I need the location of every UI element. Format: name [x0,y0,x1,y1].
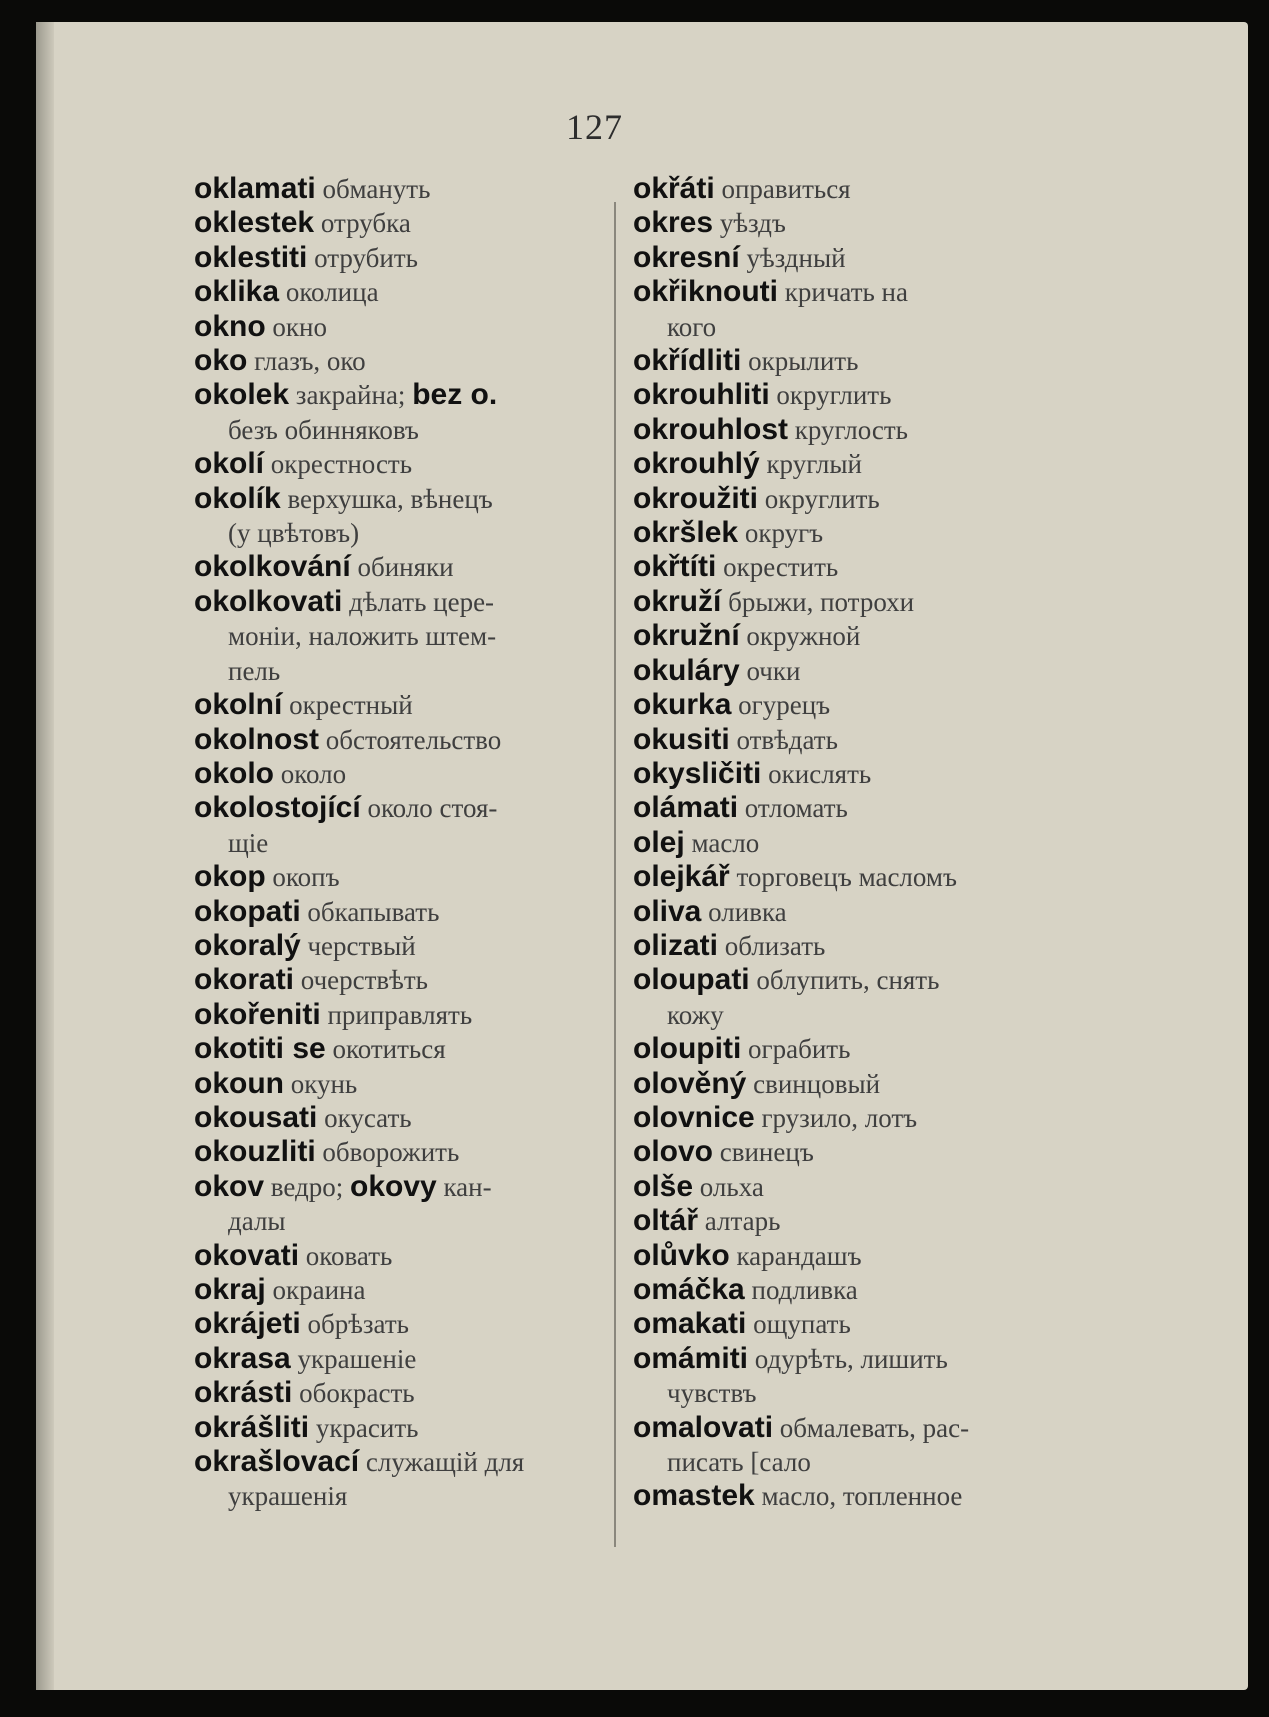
headword: okřiknouti [633,275,779,309]
definition: ощупать [753,1309,851,1340]
definition: обстоятельство [325,724,502,755]
definition: округъ [744,518,824,549]
dictionary-entry [633,516,1053,550]
definition: украшеніе [297,1343,417,1374]
definition: обворожить [322,1137,460,1168]
dictionary-entry [633,1479,1053,1513]
definition: облизать [724,930,826,961]
dictionary-entry [633,344,1053,378]
headword: omastek [633,1479,755,1513]
dictionary-entry [194,1032,606,1066]
definition: обиняки [357,552,454,583]
headword: oklestek [194,206,315,240]
entry-continuation: моніи, наложить штем- [228,621,497,652]
definition: ограбить [748,1034,851,1065]
definition: карандашъ [736,1240,862,1271]
headword: olizati [633,928,719,962]
dictionary-entry [633,963,1053,997]
dictionary-entry [194,310,606,344]
definition: обокрасть [299,1378,415,1409]
dictionary-entry [633,1273,1053,1307]
headword: olovo [633,1135,713,1169]
headword: okrouhliti [633,378,770,412]
page-gutter [36,22,54,1690]
definition: округлить [764,483,880,514]
definition: очерствѣть [300,965,428,996]
definition: подливка [751,1275,858,1305]
dictionary-entry [633,688,1053,722]
definition: уѣздъ [719,208,786,239]
headword: okoralý [194,928,301,962]
headword: okresní [633,240,740,274]
definition: приправлять [327,999,473,1030]
dictionary-entry [194,1273,606,1307]
headword: okolkovati [194,584,343,618]
definition: окопъ [272,862,340,893]
dictionary-entry [633,275,1053,309]
headword: okuláry [633,653,740,687]
definition: круглый [766,449,862,480]
headword: okno [194,309,266,343]
definition: алтарь [704,1206,781,1237]
dictionary-entry [633,1170,1053,1204]
dictionary-entry [633,413,1053,447]
definition: брыжи, потрохи [728,586,915,617]
dictionary-entry [194,1411,606,1445]
definition: торговецъ масломъ [736,862,957,893]
headword: okrášliti [194,1410,310,1444]
headword: okroužiti [633,481,758,515]
definition: окотиться [332,1034,446,1065]
entry-continuation: далы [228,1206,286,1237]
definition: около стоя- [367,793,498,824]
dictionary-entry [194,206,606,240]
entry-continuation: писать [сало [667,1447,811,1478]
dictionary-entry [194,895,606,929]
dictionary-entry [194,1376,606,1410]
headword: okorati [194,963,295,997]
definition: огурецъ [738,690,831,721]
definition: оковать [305,1240,393,1271]
headword: okouzliti [194,1135,316,1169]
dictionary-entry [194,550,606,584]
dictionary-entry [633,1307,1053,1341]
definition: окрестность [270,449,413,480]
dictionary-entry [194,378,606,412]
dictionary-entry [633,619,1053,653]
headword: olůvko [633,1238,730,1272]
dictionary-entry [633,791,1053,825]
definition: дѣлать цере- [349,586,495,617]
headword: oklika [194,275,280,309]
definition: грузило, лотъ [761,1102,918,1133]
headword: olejkář [633,860,730,894]
headword: okolík [194,481,281,515]
definition: около [280,758,347,789]
page-number: 127 [566,107,623,147]
definition: отрубка [320,208,411,239]
definition: окрылить [748,346,859,377]
entry-continuation: щіе [228,827,269,858]
dictionary-entry [633,1101,1053,1135]
entry-continuation: кожу [667,999,724,1030]
dictionary-entry [194,757,606,791]
headword: okolnost [194,722,319,756]
dictionary-entry [194,1239,606,1273]
definition: масло, топленное [761,1481,963,1512]
headword: okořeniti [194,997,321,1031]
headword: okrasa [194,1341,291,1375]
left-column [194,172,606,1514]
headword: olověný [633,1066,747,1100]
definition: округлить [776,380,892,411]
definition: обмалевать, рас- [779,1412,970,1443]
dictionary-entry [633,550,1053,584]
dictionary-entry [194,241,606,275]
headword: okružní [633,619,740,653]
headword: olše [633,1169,694,1203]
headword: okrašlovací [194,1445,360,1479]
definition: верхушка, вѣнецъ [287,483,493,514]
definition: окно [272,311,327,342]
headword: oloupiti [633,1032,742,1066]
dictionary-entry [194,482,606,516]
dictionary-entry [633,1239,1053,1273]
headword: okršlek [633,516,739,550]
definition: окусать [324,1102,412,1133]
headword: okřáti [633,172,715,205]
dictionary-entry [633,654,1053,688]
dictionary-entry [633,1135,1053,1169]
dictionary-entry [194,344,606,378]
definition-secondary: кан- [443,1171,492,1202]
headword: okurka [633,688,732,722]
headword: omalovati [633,1410,774,1444]
definition: окружной [746,621,861,652]
headword: omakati [633,1307,747,1341]
dictionary-entry [194,1170,606,1204]
entry-continuation: кого [667,311,717,342]
dictionary-entry [194,929,606,963]
headword: okovati [194,1238,300,1272]
headword: okop [194,860,266,894]
headword: olej [633,825,685,859]
headword: okres [633,206,714,240]
headword: okysličiti [633,756,762,790]
headword: okusiti [633,722,730,756]
definition: отломать [744,793,848,824]
headword: okrájeti [194,1307,301,1341]
headword: okrásti [194,1376,293,1410]
dictionary-entry [194,1307,606,1341]
definition: окунь [290,1068,358,1099]
dictionary-entry [194,998,606,1032]
definition: глазъ, око [254,346,366,377]
dictionary-entry [633,860,1053,894]
dictionary-entry [194,172,606,206]
definition: оливка [708,896,787,927]
entry-continuation: пель [228,655,281,686]
headword-secondary: bez o. [412,378,498,412]
headword: omámiti [633,1341,749,1375]
definition: окрестить [723,552,839,583]
definition: оправиться [721,174,851,204]
dictionary-entry [194,963,606,997]
dictionary-entry [633,378,1053,412]
dictionary-entry [633,1342,1053,1376]
dictionary-entry [633,1032,1053,1066]
definition: околица [285,277,379,308]
dictionary-entry [633,757,1053,791]
definition: круглость [794,414,908,445]
entry-continuation: чувствъ [667,1378,757,1409]
headword: okolo [194,756,274,790]
dictionary-entry [633,1067,1053,1101]
dictionary-entry [194,585,606,619]
dictionary-entry [633,1411,1053,1445]
definition: обмануть [322,174,431,204]
definition: окраина [272,1275,366,1305]
headword: okruží [633,584,722,618]
definition: обрѣзать [307,1309,409,1340]
dictionary-entry [194,275,606,309]
definition: ведро; [270,1171,344,1202]
definition: черствый [307,930,416,961]
headword: okraj [194,1273,266,1306]
dictionary-entry [194,723,606,757]
definition: свинецъ [719,1137,814,1168]
right-column [633,172,1053,1514]
definition: отрубить [314,242,418,273]
definition: отвѣдать [736,724,838,755]
definition: очки [746,655,801,686]
headword: olámati [633,791,739,825]
dictionary-entry [194,1135,606,1169]
definition: свинцовый [753,1068,881,1099]
dictionary-entry [194,791,606,825]
headword: oklamati [194,172,316,205]
dictionary-entry [633,482,1053,516]
headword: omáčka [633,1273,745,1306]
dictionary-entry [633,585,1053,619]
headword: oliva [633,894,702,928]
headword: okřtíti [633,550,717,584]
headword: okolkování [194,550,351,584]
dictionary-entry [633,241,1053,275]
headword: oko [194,344,248,378]
dictionary-entry [194,1067,606,1101]
dictionary-entry [633,826,1053,860]
headword: okotiti se [194,1032,326,1066]
headword: okřídliti [633,344,742,378]
entry-continuation: украшенія [228,1481,348,1512]
definition: украсить [315,1412,419,1443]
definition: окрестный [289,690,413,721]
headword: olovnice [633,1100,755,1134]
dictionary-entry [194,1101,606,1135]
dictionary-entry [194,860,606,894]
dictionary-entry [194,447,606,481]
headword: okov [194,1169,265,1203]
headword: okrouhlý [633,447,760,481]
definition: закрайна; [295,380,406,411]
definition: уѣздный [746,242,846,273]
dictionary-entry [194,688,606,722]
definition: обкапывать [307,896,440,927]
headword: oloupati [633,963,750,997]
headword: oltář [633,1204,699,1238]
headword: okopati [194,894,301,928]
entry-continuation: безъ обинняковъ [228,414,419,445]
dictionary-entry [633,206,1053,240]
definition: служащій для [365,1447,525,1478]
dictionary-entry [194,1342,606,1376]
book-page [36,22,1248,1690]
headword: okolní [194,688,283,722]
definition: одурѣть, лишить [754,1343,948,1374]
headword: okolostojící [194,791,361,825]
column-divider [614,202,616,1547]
dictionary-entry [633,723,1053,757]
entry-continuation: (у цвѣтовъ) [228,518,360,549]
headword: okrouhlost [633,412,788,446]
definition: окислять [768,758,872,789]
dictionary-entry [633,172,1053,206]
dictionary-entry [194,1445,606,1479]
dictionary-entry [633,1204,1053,1238]
headword: okousati [194,1100,318,1134]
headword-secondary: okovy [350,1169,437,1203]
dictionary-entry [633,447,1053,481]
headword: oklestiti [194,240,308,274]
dictionary-entry [633,929,1053,963]
headword: okolí [194,447,265,481]
dictionary-entry [633,895,1053,929]
headword: okolek [194,378,290,412]
definition: ольха [699,1171,764,1202]
definition: облупить, снять [756,965,940,996]
headword: okoun [194,1066,284,1100]
definition: масло [691,827,760,858]
definition: кричать на [784,277,908,308]
